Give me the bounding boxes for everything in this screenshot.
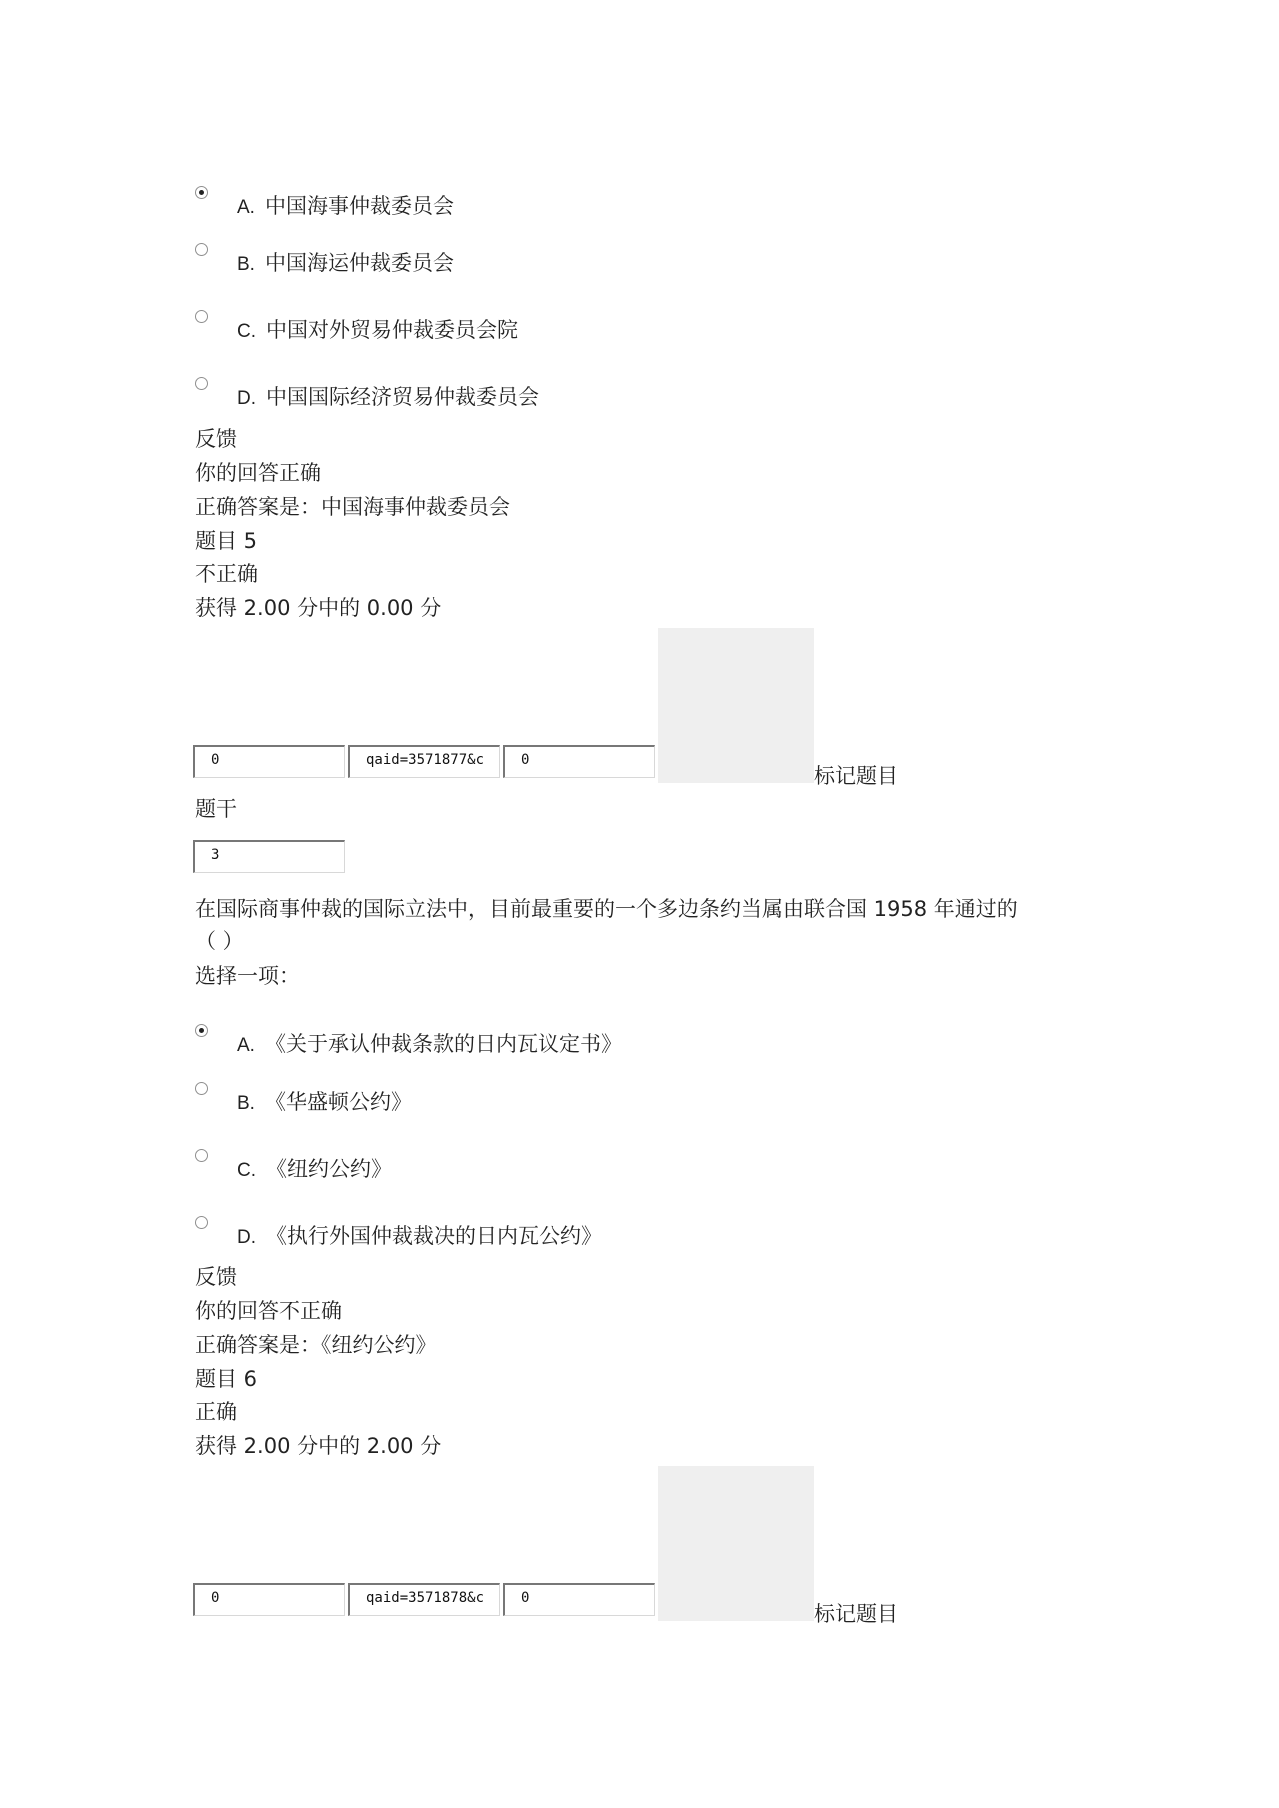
radio-button-selected[interactable] bbox=[195, 186, 208, 199]
option-text: 《执行外国仲裁裁决的日内瓦公约》 bbox=[266, 1224, 602, 1248]
hidden-field-qaid[interactable]: qaid=3571877&c bbox=[348, 745, 500, 778]
answer-result: 你的回答正确 bbox=[195, 461, 321, 485]
choose-one-label: 选择一项： bbox=[195, 964, 300, 988]
option-letter: C. bbox=[237, 321, 256, 342]
hidden-field-flag[interactable]: 0 bbox=[503, 745, 655, 778]
hidden-field-qaid[interactable]: qaid=3571878&c bbox=[348, 1583, 500, 1616]
question-number: 题目 5 bbox=[195, 529, 258, 553]
correct-answer: 正确答案是：中国海事仲裁委员会 bbox=[195, 495, 510, 519]
question-status: 不正确 bbox=[195, 562, 258, 586]
radio-button[interactable] bbox=[195, 243, 208, 256]
hidden-field-sequence[interactable]: 0 bbox=[193, 1583, 345, 1616]
option-text: 中国对外贸易仲裁委员会院 bbox=[266, 318, 518, 342]
option-letter: D. bbox=[237, 388, 256, 409]
option-letter: A. bbox=[237, 1035, 255, 1056]
flag-placeholder-image bbox=[658, 628, 814, 783]
radio-button-selected[interactable] bbox=[195, 1024, 208, 1037]
option-text: 中国海事仲裁委员会 bbox=[264, 194, 454, 218]
radio-button[interactable] bbox=[195, 1216, 208, 1229]
radio-button[interactable] bbox=[195, 377, 208, 390]
option-letter: B. bbox=[237, 254, 255, 275]
option-text: 《华盛顿公约》 bbox=[264, 1090, 412, 1114]
hidden-field-sequence[interactable]: 0 bbox=[193, 745, 345, 778]
question-score: 获得 2.00 分中的 2.00 分 bbox=[195, 1434, 442, 1458]
option-text: 《关于承认仲裁条款的日内瓦议定书》 bbox=[264, 1032, 622, 1056]
option-text: 中国国际经济贸易仲裁委员会 bbox=[266, 385, 539, 409]
hidden-field-flag[interactable]: 0 bbox=[503, 1583, 655, 1616]
stem-label: 题干 bbox=[195, 797, 237, 821]
question-score: 获得 2.00 分中的 0.00 分 bbox=[195, 596, 442, 620]
radio-button[interactable] bbox=[195, 1149, 208, 1162]
feedback-label: 反馈 bbox=[195, 427, 237, 451]
option-letter: C. bbox=[237, 1160, 256, 1181]
radio-button[interactable] bbox=[195, 1082, 208, 1095]
option-letter: B. bbox=[237, 1093, 255, 1114]
feedback-label: 反馈 bbox=[195, 1265, 237, 1289]
option-text: 《纽约公约》 bbox=[266, 1157, 392, 1181]
question-text: 在国际商事仲裁的国际立法中，目前最重要的一个多边条约当属由联合国 1958 年通过的 bbox=[195, 897, 1018, 921]
option-letter: D. bbox=[237, 1227, 256, 1248]
question-blank: （ ） bbox=[195, 929, 244, 953]
radio-button[interactable] bbox=[195, 310, 208, 323]
question-number: 题目 6 bbox=[195, 1367, 258, 1391]
answer-result: 你的回答不正确 bbox=[195, 1299, 342, 1323]
option-letter: A. bbox=[237, 197, 255, 218]
stem-field[interactable]: 3 bbox=[193, 840, 345, 873]
question-status: 正确 bbox=[195, 1400, 237, 1424]
flag-question-link[interactable]: 标记题目 bbox=[814, 764, 898, 788]
option-text: 中国海运仲裁委员会 bbox=[264, 251, 454, 275]
flag-placeholder-image bbox=[658, 1466, 814, 1621]
correct-answer: 正确答案是：《纽约公约》 bbox=[195, 1333, 437, 1357]
flag-question-link[interactable]: 标记题目 bbox=[814, 1602, 898, 1626]
